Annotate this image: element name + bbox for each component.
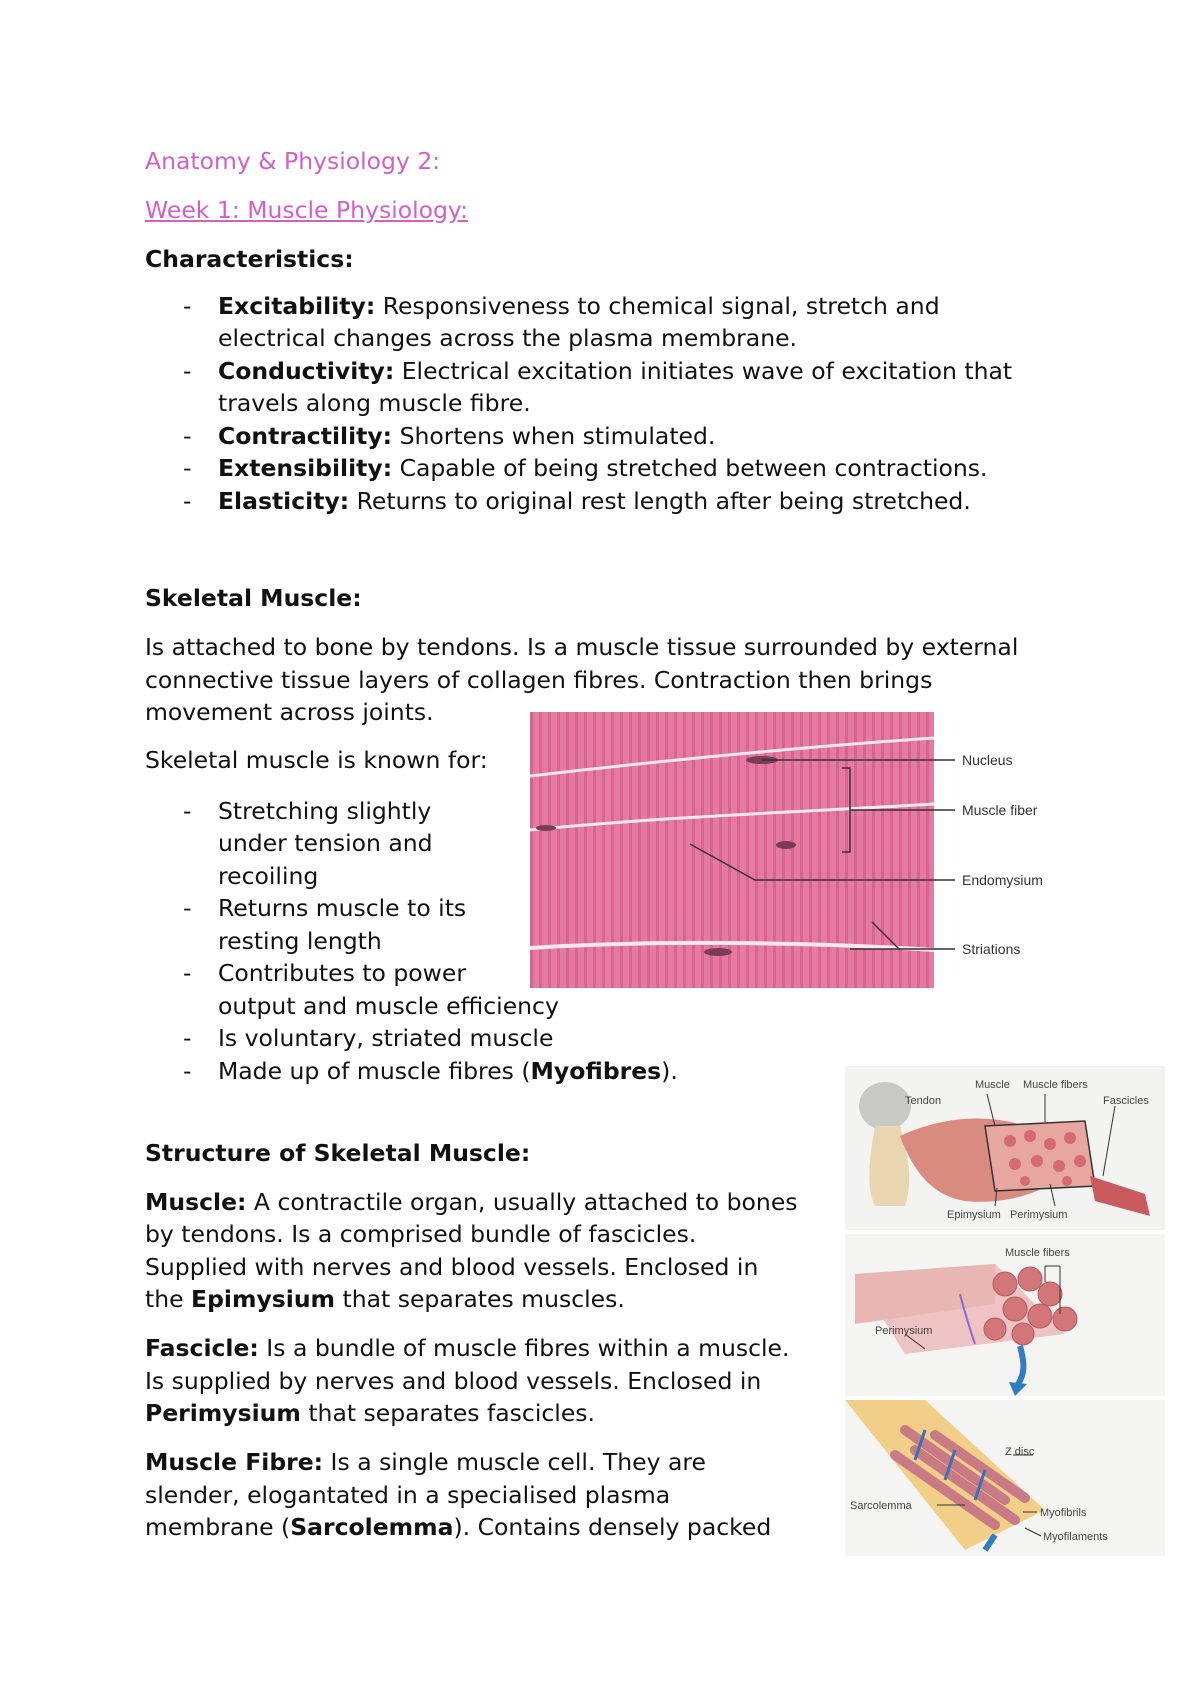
label-epimysium: Epimysium (947, 1209, 1001, 1221)
muscle-structure-diagram-1 (845, 1066, 1165, 1230)
list-dash: - (183, 1024, 192, 1052)
label-perimysium-2: Perimysium (875, 1325, 933, 1337)
label-muscle-fibers-2: Muscle fibers (1005, 1247, 1070, 1259)
label-myofibrils: Myofibrils (1040, 1507, 1087, 1519)
week-title: Week 1: Muscle Physiology: (145, 196, 469, 224)
fascicle-def-line: Is supplied by nerves and blood vessels. Enclosed in (145, 1367, 762, 1395)
fibre-def-line: slender, elogantated in a specialised plasma (145, 1481, 671, 1509)
label-muscle: Muscle (975, 1079, 1010, 1091)
list-item-cont: recoiling (218, 862, 319, 890)
fascicle-def-line: Perimysium that separates fascicles. (145, 1399, 595, 1427)
list-item: Contributes to power (218, 959, 466, 987)
list-item: Contractility: Shortens when stimulated. (218, 422, 716, 450)
skeletal-para-line: movement across joints. (145, 698, 434, 726)
structure-heading: Structure of Skeletal Muscle: (145, 1139, 531, 1167)
list-item-cont: under tension and (218, 829, 433, 857)
label-z-disc: Z disc (1005, 1446, 1035, 1458)
label-sarcolemma: Sarcolemma (850, 1500, 912, 1512)
label-myofilaments: Myofilaments (1043, 1531, 1108, 1543)
list-item: Made up of muscle fibres (Myofibres). (218, 1057, 678, 1085)
label-tendon: Tendon (905, 1095, 942, 1107)
list-item-cont: output and muscle efficiency (218, 992, 559, 1020)
label-nucleus: Nucleus (962, 752, 1013, 768)
list-dash: - (183, 487, 192, 515)
list-item: Returns muscle to its (218, 894, 467, 922)
muscle-structure-diagram-2 (845, 1234, 1165, 1396)
fascicle-def-line: Fascicle: Is a bundle of muscle fibres within a muscle. (145, 1334, 790, 1362)
list-dash: - (183, 357, 192, 385)
fibre-def-line: membrane (Sarcolemma). Contains densely packed (145, 1513, 772, 1541)
list-item-cont: resting length (218, 927, 382, 955)
skeletal-heading: Skeletal Muscle: (145, 584, 362, 612)
course-title: Anatomy & Physiology 2: (145, 147, 441, 175)
skeletal-para-line: connective tissue layers of collagen fibres. Contraction then brings (145, 666, 933, 694)
muscle-structure-diagram-3 (845, 1400, 1165, 1556)
muscle-def-line: Muscle: A contractile organ, usually attached to bones (145, 1188, 798, 1216)
label-fascicles: Fascicles (1103, 1095, 1149, 1107)
fibre-def-line: Muscle Fibre: Is a single muscle cell. They are (145, 1448, 706, 1476)
list-dash: - (183, 959, 192, 987)
muscle-def-line: Supplied with nerves and blood vessels. Enclosed in (145, 1253, 759, 1281)
muscle-def-line: the Epimysium that separates muscles. (145, 1285, 625, 1313)
list-item: Conductivity: Electrical excitation initiates wave of excitation that (218, 357, 1013, 385)
label-endomysium: Endomysium (962, 872, 1043, 888)
list-item-cont: travels along muscle fibre. (218, 389, 531, 417)
list-item: Stretching slightly (218, 797, 432, 825)
list-dash: - (183, 1057, 192, 1085)
skeletal-para-line: Is attached to bone by tendons. Is a muscle tissue surrounded by external (145, 633, 1019, 661)
list-item-cont: electrical changes across the plasma membrane. (218, 324, 798, 352)
list-item: Extensibility: Capable of being stretched between contractions. (218, 454, 988, 482)
list-dash: - (183, 797, 192, 825)
list-dash: - (183, 422, 192, 450)
list-dash: - (183, 454, 192, 482)
label-muscle-fiber: Muscle fiber (962, 802, 1038, 818)
skeletal-muscle-micrograph (530, 712, 1070, 988)
known-for-text: Skeletal muscle is known for: (145, 746, 488, 774)
characteristics-heading: Characteristics: (145, 245, 354, 273)
list-dash: - (183, 894, 192, 922)
list-dash: - (183, 292, 192, 320)
list-item: Elasticity: Returns to original rest length after being stretched. (218, 487, 971, 515)
label-muscle-fibers: Muscle fibers (1023, 1079, 1088, 1091)
list-item: Excitability: Responsiveness to chemical signal, stretch and (218, 292, 940, 320)
list-item: Is voluntary, striated muscle (218, 1024, 554, 1052)
label-striations: Striations (962, 941, 1021, 957)
label-perimysium: Perimysium (1010, 1209, 1068, 1221)
muscle-def-line: by tendons. Is a comprised bundle of fascicles. (145, 1220, 697, 1248)
